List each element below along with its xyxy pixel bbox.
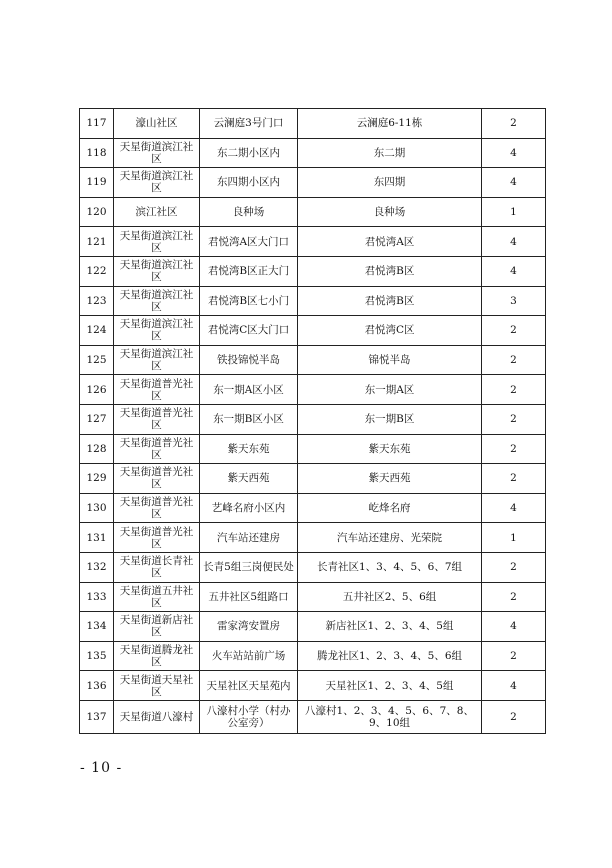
community-cell: 天星街道八濠村 xyxy=(114,700,200,733)
location-cell: 火车站站前广场 xyxy=(200,641,298,671)
row-index-cell: 120 xyxy=(80,197,114,227)
row-index-cell: 129 xyxy=(80,464,114,494)
community-cell: 天星街道滨江社区 xyxy=(114,345,200,375)
community-cell: 天星街道长青社区 xyxy=(114,552,200,582)
coverage-cell: 新店社区1、2、3、4、5组 xyxy=(298,612,482,642)
location-cell: 良种场 xyxy=(200,197,298,227)
row-index-cell: 136 xyxy=(80,671,114,701)
location-cell: 天星社区天星苑内 xyxy=(200,671,298,701)
coverage-cell: 天星社区1、2、3、4、5组 xyxy=(298,671,482,701)
location-cell: 君悦湾B区七小门 xyxy=(200,286,298,316)
location-cell: 五井社区5组路口 xyxy=(200,582,298,612)
count-cell: 2 xyxy=(482,375,546,405)
community-cell: 天星街道腾龙社区 xyxy=(114,641,200,671)
community-cell: 天星街道新店社区 xyxy=(114,612,200,642)
row-index-cell: 117 xyxy=(80,109,114,139)
location-cell: 紫天西苑 xyxy=(200,464,298,494)
community-cell: 天星街道普光社区 xyxy=(114,523,200,553)
row-index-cell: 130 xyxy=(80,493,114,523)
coverage-cell: 东四期 xyxy=(298,168,482,198)
table-row xyxy=(80,227,546,257)
table-row xyxy=(80,197,546,227)
table-row xyxy=(80,671,546,701)
community-cell: 天星街道五井社区 xyxy=(114,582,200,612)
table-row xyxy=(80,582,546,612)
count-cell: 2 xyxy=(482,109,546,139)
community-cell: 天星街道滨江社区 xyxy=(114,256,200,286)
coverage-cell: 锦悦半岛 xyxy=(298,345,482,375)
count-cell: 4 xyxy=(482,168,546,198)
location-cell: 东二期小区内 xyxy=(200,138,298,168)
location-cell: 君悦湾B区正大门 xyxy=(200,256,298,286)
coverage-cell: 云澜庭6-11栋 xyxy=(298,109,482,139)
community-cell: 天星街道普光社区 xyxy=(114,434,200,464)
location-cell: 汽车站还建房 xyxy=(200,523,298,553)
row-index-cell: 133 xyxy=(80,582,114,612)
row-index-cell: 124 xyxy=(80,316,114,346)
data-table xyxy=(79,108,546,734)
coverage-cell: 君悦湾C区 xyxy=(298,316,482,346)
row-index-cell: 132 xyxy=(80,552,114,582)
table-row xyxy=(80,316,546,346)
count-cell: 2 xyxy=(482,552,546,582)
row-index-cell: 119 xyxy=(80,168,114,198)
count-cell: 1 xyxy=(482,523,546,553)
community-cell: 天星街道普光社区 xyxy=(114,493,200,523)
count-cell: 2 xyxy=(482,434,546,464)
table-row xyxy=(80,286,546,316)
coverage-cell: 君悦湾A区 xyxy=(298,227,482,257)
coverage-cell: 腾龙社区1、2、3、4、5、6组 xyxy=(298,641,482,671)
row-index-cell: 134 xyxy=(80,612,114,642)
table-row xyxy=(80,700,546,733)
count-cell: 2 xyxy=(482,641,546,671)
table-body xyxy=(80,109,546,734)
count-cell: 2 xyxy=(482,345,546,375)
table-row xyxy=(80,641,546,671)
count-cell: 4 xyxy=(482,612,546,642)
community-cell: 天星街道天星社区 xyxy=(114,671,200,701)
location-cell: 云澜庭3号门口 xyxy=(200,109,298,139)
row-index-cell: 128 xyxy=(80,434,114,464)
row-index-cell: 118 xyxy=(80,138,114,168)
row-index-cell: 126 xyxy=(80,375,114,405)
coverage-cell: 紫天东苑 xyxy=(298,434,482,464)
coverage-cell: 屹烽名府 xyxy=(298,493,482,523)
coverage-cell: 长青社区1、3、4、5、6、7组 xyxy=(298,552,482,582)
coverage-cell: 良种场 xyxy=(298,197,482,227)
row-index-cell: 135 xyxy=(80,641,114,671)
community-cell: 天星街道滨江社区 xyxy=(114,316,200,346)
table-row xyxy=(80,256,546,286)
row-index-cell: 125 xyxy=(80,345,114,375)
row-index-cell: 131 xyxy=(80,523,114,553)
location-cell: 雷家湾安置房 xyxy=(200,612,298,642)
coverage-cell: 五井社区2、5、6组 xyxy=(298,582,482,612)
table-row xyxy=(80,464,546,494)
coverage-cell: 八濠村1、2、3、4、5、6、7、8、9、10组 xyxy=(298,700,482,733)
table-row xyxy=(80,523,546,553)
count-cell: 2 xyxy=(482,582,546,612)
table-row xyxy=(80,612,546,642)
table-row xyxy=(80,552,546,582)
row-index-cell: 123 xyxy=(80,286,114,316)
table-row xyxy=(80,375,546,405)
community-cell: 天星街道普光社区 xyxy=(114,375,200,405)
community-cell: 天星街道滨江社区 xyxy=(114,138,200,168)
count-cell: 4 xyxy=(482,493,546,523)
count-cell: 4 xyxy=(482,138,546,168)
count-cell: 2 xyxy=(482,464,546,494)
count-cell: 1 xyxy=(482,197,546,227)
coverage-cell: 东一期A区 xyxy=(298,375,482,405)
location-cell: 东一期A区小区 xyxy=(200,375,298,405)
coverage-cell: 东二期 xyxy=(298,138,482,168)
table-row xyxy=(80,138,546,168)
coverage-cell: 紫天西苑 xyxy=(298,464,482,494)
community-cell: 滨江社区 xyxy=(114,197,200,227)
location-cell: 八濠村小学（村办公室旁） xyxy=(200,700,298,733)
count-cell: 4 xyxy=(482,256,546,286)
row-index-cell: 137 xyxy=(80,700,114,733)
table-row xyxy=(80,434,546,464)
community-cell: 濠山社区 xyxy=(114,109,200,139)
row-index-cell: 121 xyxy=(80,227,114,257)
coverage-cell: 君悦湾B区 xyxy=(298,256,482,286)
location-cell: 长青5组三岗便民处 xyxy=(200,552,298,582)
coverage-cell: 汽车站还建房、光荣院 xyxy=(298,523,482,553)
row-index-cell: 127 xyxy=(80,404,114,434)
community-cell: 天星街道普光社区 xyxy=(114,404,200,434)
location-cell: 君悦湾A区大门口 xyxy=(200,227,298,257)
table-row xyxy=(80,493,546,523)
community-cell: 天星街道滨江社区 xyxy=(114,286,200,316)
count-cell: 2 xyxy=(482,404,546,434)
location-cell: 东一期B区小区 xyxy=(200,404,298,434)
count-cell: 2 xyxy=(482,700,546,733)
community-cell: 天星街道滨江社区 xyxy=(114,168,200,198)
count-cell: 2 xyxy=(482,316,546,346)
table-row xyxy=(80,109,546,139)
table-row xyxy=(80,345,546,375)
count-cell: 4 xyxy=(482,227,546,257)
location-cell: 艺峰名府小区内 xyxy=(200,493,298,523)
coverage-cell: 君悦湾B区 xyxy=(298,286,482,316)
row-index-cell: 122 xyxy=(80,256,114,286)
page-number: - 10 - xyxy=(80,760,123,776)
coverage-cell: 东一期B区 xyxy=(298,404,482,434)
location-cell: 紫天东苑 xyxy=(200,434,298,464)
location-cell: 君悦湾C区大门口 xyxy=(200,316,298,346)
location-cell: 铁投锦悦半岛 xyxy=(200,345,298,375)
community-cell: 天星街道滨江社区 xyxy=(114,227,200,257)
count-cell: 4 xyxy=(482,671,546,701)
count-cell: 3 xyxy=(482,286,546,316)
community-cell: 天星街道普光社区 xyxy=(114,464,200,494)
table-row xyxy=(80,168,546,198)
location-cell: 东四期小区内 xyxy=(200,168,298,198)
table-row xyxy=(80,404,546,434)
